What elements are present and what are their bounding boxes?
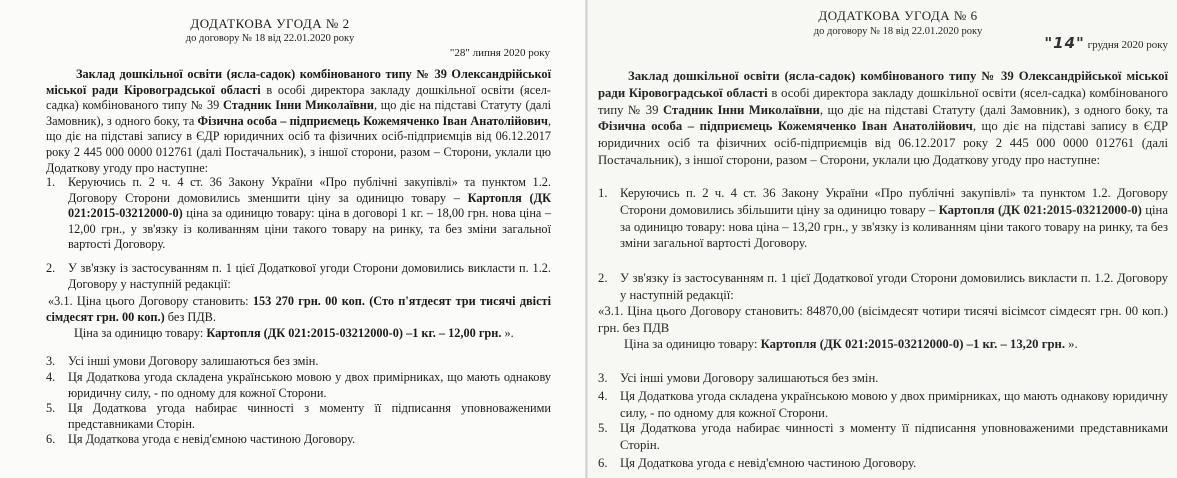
clause-text: Усі інші умови Договору залишаються без змін. xyxy=(620,371,879,385)
preamble-text-3: , що діє на підставі запису в ЄДР юридичних осіб та фізичних осіб-підприємців від 06.12.2017 року 2 445 000 0000 012761 (далі Постачальник), з іншої сторони, разом – Сторони, уклали цю Додаткову угоду про наступне: xyxy=(598,119,1169,167)
preamble xyxy=(46,67,551,176)
document-title: ДОДАТКОВА УГОДА № 6 xyxy=(818,8,978,23)
clause-number: 6. xyxy=(46,432,56,446)
customer-name: Заклад дошкільної освіти (ясла-садок) комбінованого типу № 39 Олександрійської міської ради Кіровоградської області xyxy=(46,67,551,97)
clause-text: Усі інші умови Договору залишаються без змін. xyxy=(68,354,319,368)
clause-text: Керуючись п. 2 ч. 4 ст. 36 Закону України «Про публічні закупівлі» та пунктом 1.2. Договору Сторони домовились зменшити ціну за одиницю товару – xyxy=(68,175,551,205)
director-name: Стадник Інни Миколаївни xyxy=(662,102,820,117)
quote-text: «3.1. Ціна цього Договору становить: xyxy=(48,294,253,308)
agreement-6 xyxy=(588,0,1177,478)
clause-text: Ця Додаткова угода складена українською мовою у двох примірниках, що мають однакову юридичну силу, - по одному для кожної Сторони. xyxy=(68,370,551,400)
agreement-2 xyxy=(0,0,586,478)
clause-1 xyxy=(598,185,1168,252)
total-price: 153 270 грн. 00 коп. (Сто п'ятдесят три тисячі двісті сімдесят грн. 00 коп.) xyxy=(46,294,552,324)
product-name: Картопля (ДК 021:2015-03212000-0) xyxy=(68,190,551,221)
clause-text: Ця Додаткова угода є невід'ємною частиною Договору. xyxy=(620,456,917,470)
clause-number: 5. xyxy=(46,401,56,415)
preamble-text-2: , що діє на підставі Статуту (далі Замовник), з одного боку, та xyxy=(819,102,1168,117)
unit-price-end: ». xyxy=(501,326,514,340)
clause-number: 2. xyxy=(598,271,608,285)
clause-5 xyxy=(46,401,551,432)
price-quote xyxy=(46,294,551,325)
clause-4 xyxy=(598,388,1168,422)
clause-text: Ця Додаткова угода набирає чинності з моменту її підписання уповноваженими представниками Сторін. xyxy=(620,421,1168,452)
clause-3 xyxy=(598,370,1168,387)
preamble-text-2: , що діє на підставі Статуту (далі Замовник), з одного боку, та xyxy=(46,98,551,128)
clause-number: 3. xyxy=(46,354,56,368)
clause-text: У зв'язку із застосуванням п. 1 цієї Додаткової угоди Сторони домовились викласти п. 1.2. Договору у наступній редакції: xyxy=(620,271,1168,302)
document-title: ДОДАТКОВА УГОДА № 2 xyxy=(190,16,350,31)
clause-2 xyxy=(46,261,551,292)
unit-price-end: ». xyxy=(1065,337,1078,351)
clause-number: 3. xyxy=(598,371,608,385)
date-text: грудня 2020 року xyxy=(1084,39,1168,51)
clause-text: У зв'язку із застосуванням п. 1 цієї Додаткової угоди Сторони домовились викласти п. 1.2. Договору у наступній редакції: xyxy=(68,261,551,291)
clause-number: 1. xyxy=(46,175,56,189)
clause-text-end: ціна за одиницю товару: ціна в договорі 1 кг. – 18,00 грн. нова ціна – 12,00 грн., у зв'язку із коливанням ціни такого товару на ринку, та без зміни загальної вартості Договору. xyxy=(68,206,551,252)
clause-text: Ця Додаткова угода складена українською мовою у двох примірниках, що мають однакову юридичну силу, - по одному для кожної Сторони. xyxy=(620,389,1168,420)
document-subtitle: до договору № 18 від 22.01.2020 року xyxy=(185,33,355,44)
clause-number: 6. xyxy=(598,456,608,470)
document-date: "28" липня 2020 року xyxy=(449,47,550,59)
preamble-text-3: , що діє на підставі запису в ЄДР юридичних осіб та фізичних осіб-підприємців від 06.12.2017 року 2 445 000 0000 012761 (далі Постачальник), з іншої сторони, разом – Сторони, уклали цю Додаткову угоду про наступне: xyxy=(46,113,552,175)
clause-number: 4. xyxy=(598,389,608,403)
preamble-text-1: в особі директора закладу дошкільної освіти (ясел-садка) комбінованого типу № 39 xyxy=(46,82,551,113)
unit-price xyxy=(74,326,554,342)
preamble-text-1: в особі директора закладу дошкільної освіти (ясел-садка) комбінованого типу № 39 xyxy=(598,85,1168,117)
supplier-name: Фізична особа – підприємець Кожемяченко Іван Анатолійович xyxy=(197,113,548,128)
supplier-name: Фізична особа – підприємець Кожемяченко Іван Анатолійович xyxy=(598,119,973,134)
unit-price-label: Ціна за одиницю товару: xyxy=(74,326,207,340)
director-name: Стадник Інни Миколаївни xyxy=(223,98,374,113)
clause-4 xyxy=(46,370,551,401)
quote-text: «3.1. Ціна цього Договору становить: 84870,00 (вісімдесят чотири тисячі вісімсот сімдесят грн. 00 коп.) грн. без ПДВ xyxy=(598,304,1168,335)
handwritten-day: "14" xyxy=(1044,34,1085,52)
clause-text-end: ціна за одиницю товару: нова ціна – 13,20 грн., у зв'язку із коливанням ціни такого товару на ринку, та без зміни загальної вартості Договору. xyxy=(620,202,1168,251)
clause-text: Керуючись п. 2 ч. 4 ст. 36 Закону України «Про публічні закупівлі» та пунктом 1.2. Договору Сторони домовились збільшити ціну за одиницю товару – xyxy=(620,186,1168,217)
clause-number: 2. xyxy=(46,261,56,275)
clause-number: 4. xyxy=(46,370,56,384)
customer-name: Заклад дошкільної освіти (ясла-садок) комбінованого типу № 39 Олександрійської міської ради Кіровоградської області xyxy=(598,69,1168,100)
product-name: Картопля (ДК 021:2015-03212000-0) xyxy=(938,202,1142,217)
clause-2 xyxy=(598,270,1168,304)
clause-number: 5. xyxy=(598,421,608,435)
clause-text: Ця Додаткова угода набирає чинності з моменту її підписання уповноваженими представниками Сторін. xyxy=(68,401,551,431)
clause-text: Ця Додаткова угода є невід'ємною частиною Договору. xyxy=(68,432,356,446)
unit-price-value: Картопля (ДК 021:2015-03212000-0) –1 кг. – 13,20 грн. xyxy=(760,337,1065,351)
clause-number: 1. xyxy=(598,186,608,200)
document-subtitle: до договору № 18 від 22.01.2020 року xyxy=(813,26,983,37)
unit-price-value: Картопля (ДК 021:2015-03212000-0) –1 кг. – 12,00 грн. xyxy=(206,326,502,340)
unit-price-label: Ціна за одиницю товару: xyxy=(624,337,761,351)
clause-1 xyxy=(46,175,551,253)
clause-6 xyxy=(46,432,551,448)
price-quote xyxy=(598,303,1168,337)
document-date xyxy=(918,35,1168,54)
clause-5 xyxy=(598,420,1168,454)
clause-6 xyxy=(598,455,1168,472)
preamble xyxy=(598,68,1168,169)
unit-price xyxy=(624,336,1169,353)
quote-text-end: без ПДВ. xyxy=(164,309,216,324)
clause-3 xyxy=(46,354,551,370)
